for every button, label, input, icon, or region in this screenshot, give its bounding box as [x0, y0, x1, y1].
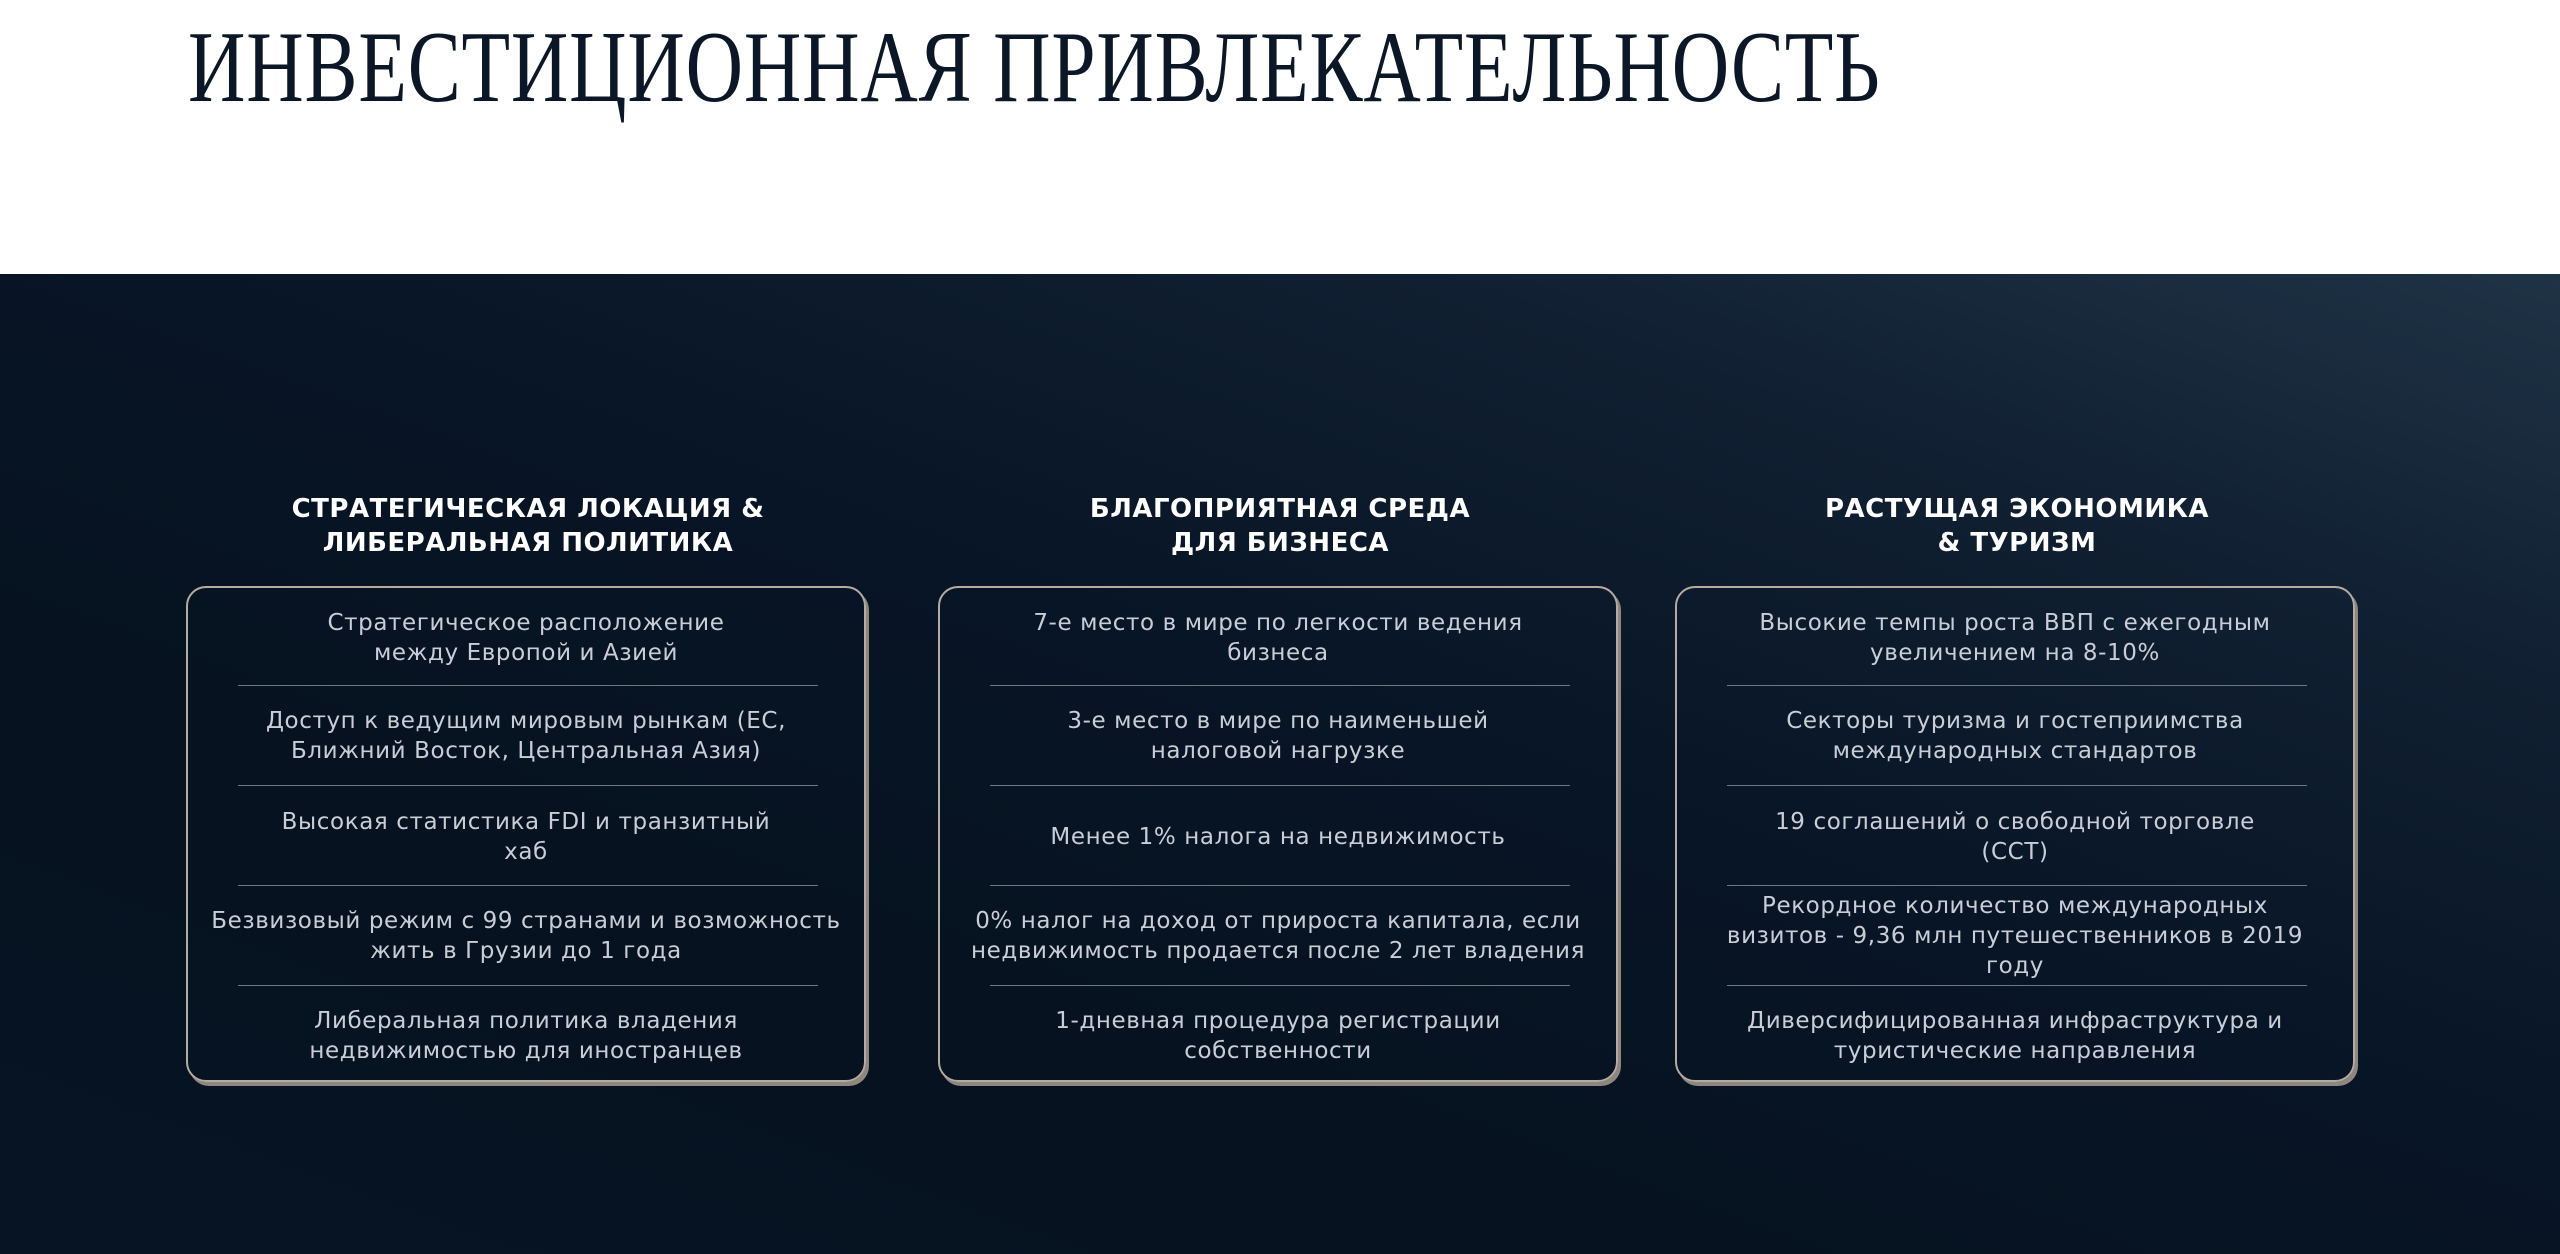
feature-item-text: Либеральная политика владения — [314, 1008, 738, 1034]
feature-item-text: Менее 1% налога на недвижимость — [1050, 824, 1506, 850]
column-heading — [938, 492, 1622, 560]
feature-item-text: собственности — [1184, 1038, 1372, 1064]
feature-item — [1677, 787, 2353, 887]
feature-item — [940, 686, 1616, 786]
feature-item — [188, 787, 864, 887]
feature-item-text: Ближний Восток, Центральная Азия) — [290, 738, 762, 764]
feature-item-text: международных стандартов — [1832, 738, 2198, 764]
feature-item — [188, 886, 864, 986]
feature-item-text: Безвизовый режим с 99 странами и возможность — [211, 908, 841, 934]
feature-item — [1677, 686, 2353, 786]
feature-item-text: (ССТ) — [1981, 839, 2049, 865]
feature-item-text: увеличением на 8-10% — [1869, 640, 2160, 666]
feature-item-text: Диверсифицированная инфраструктура и — [1747, 1008, 2283, 1034]
feature-item-text: Секторы туризма и гостеприимства — [1786, 708, 2244, 734]
feature-item-text: Доступ к ведущим мировым рынкам (ЕС, — [265, 708, 786, 734]
title-section — [0, 0, 2560, 274]
column-heading-line: ДЛЯ БИЗНЕСА — [1170, 528, 1390, 558]
feature-item — [940, 986, 1616, 1086]
feature-item-text: 19 соглашений о свободной торговле — [1775, 809, 2255, 835]
feature-item-text: налоговой нагрузке — [1150, 738, 1406, 764]
divider — [238, 785, 818, 786]
feature-item-text: недвижимость продается после 2 лет владения — [970, 938, 1586, 964]
feature-item-text: туристические направления — [1833, 1038, 2197, 1064]
feature-item-text: Рекордное количество международных — [1761, 893, 2269, 919]
feature-item-text: недвижимостью для иностранцев — [309, 1038, 743, 1064]
feature-item — [1677, 986, 2353, 1086]
column-heading-line: & ТУРИЗМ — [1937, 528, 2097, 558]
feature-item-text: бизнеса — [1227, 640, 1329, 666]
feature-item — [1677, 886, 2353, 986]
features-panel — [0, 274, 2560, 1254]
divider — [990, 785, 1570, 786]
feature-item-text: 7-е место в мире по легкости ведения — [1033, 610, 1523, 636]
feature-item — [188, 686, 864, 786]
feature-card — [938, 586, 1618, 1082]
feature-item — [940, 886, 1616, 986]
column-heading — [1675, 492, 2359, 560]
feature-item — [188, 588, 864, 688]
feature-item-text: между Европой и Азией — [373, 640, 679, 666]
feature-item — [940, 787, 1616, 887]
feature-card — [186, 586, 866, 1082]
feature-item — [188, 986, 864, 1086]
feature-card — [1675, 586, 2355, 1082]
column-heading-line: БЛАГОПРИЯТНАЯ СРЕДА — [1089, 494, 1471, 524]
feature-item-text: хаб — [504, 839, 548, 865]
feature-item — [1677, 588, 2353, 688]
column-heading-line: ЛИБЕРАЛЬНАЯ ПОЛИТИКА — [322, 528, 734, 558]
feature-item-text: Высокая статистика FDI и транзитный — [281, 809, 771, 835]
feature-item-text: Высокие темпы роста ВВП с ежегодным — [1759, 610, 2271, 636]
feature-item-text: визитов - 9,36 млн путешественников в 2019 году — [1726, 923, 2304, 979]
divider — [1727, 785, 2307, 786]
feature-item-text: 1-дневная процедура регистрации — [1055, 1008, 1501, 1034]
feature-item-text: 3-е место в мире по наименьшей — [1067, 708, 1489, 734]
feature-item — [940, 588, 1616, 688]
page-title: ИНВЕСТИЦИОННАЯ ПРИВЛЕКАТЕЛЬНОСТЬ — [188, 11, 1881, 124]
feature-item-text: жить в Грузии до 1 года — [370, 938, 682, 964]
column-heading-line: СТРАТЕГИЧЕСКАЯ ЛОКАЦИЯ & — [291, 494, 765, 524]
column-heading — [186, 492, 870, 560]
feature-item-text: 0% налог на доход от прироста капитала, если — [975, 908, 1581, 934]
column-heading-line: РАСТУЩАЯ ЭКОНОМИКА — [1824, 494, 2209, 524]
feature-item-text: Стратегическое расположение — [327, 610, 725, 636]
